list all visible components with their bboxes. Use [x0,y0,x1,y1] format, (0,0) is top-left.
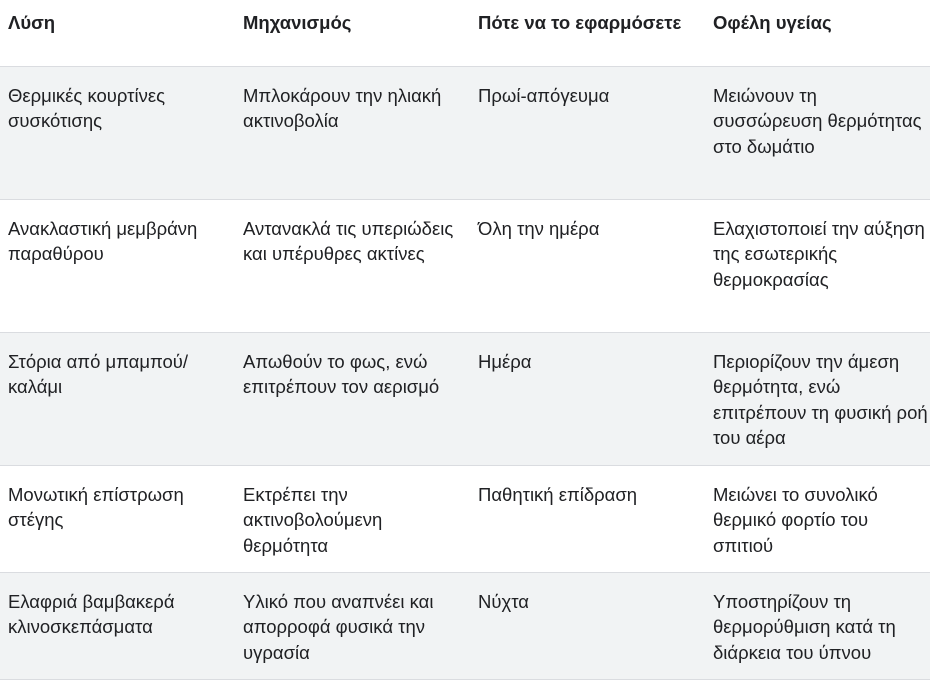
table-row [0,572,930,679]
table-row [0,332,930,465]
table-header-row [0,0,930,66]
cell-benefit: Μειώνουν τη συσσώρευση θερμότητας στο δωμάτιο [713,84,922,157]
cell-solution: Θερμικές κουρτίνες συσκότισης [8,84,166,132]
header-solution: Λύση [8,12,56,33]
cell-mechanism: Εκτρέπει την ακτινοβολούμενη θερμότητα [243,483,383,556]
cell-benefit: Υποστηρίζουν τη θερμορύθμιση κατά τη διάρκεια του ύπνου [713,590,896,663]
cell-when: Νύχτα [478,590,529,612]
cell-when: Ημέρα [478,350,532,372]
cell-when: Πρωί-απόγευμα [478,84,610,106]
table-row [0,199,930,332]
cell-solution: Ελαφριά βαμβακερά κλινοσκεπάσματα [8,590,175,638]
cell-benefit: Ελαχιστοποιεί την αύξηση της εσωτερικής θερμοκρασίας [713,217,925,290]
cell-mechanism: Αντανακλά τις υπεριώδεις και υπέρυθρες ακτίνες [243,217,454,265]
cell-benefit: Περιορίζουν την άμεση θερμότητα, ενώ επιτρέπουν τη φυσική ροή του αέρα [713,350,928,449]
cell-mechanism: Μπλοκάρουν την ηλιακή ακτινοβολία [243,84,442,132]
table-row [0,66,930,199]
header-health-benefits: Οφέλη υγείας [713,12,832,33]
header-mechanism: Μηχανισμός [243,12,352,33]
cell-solution: Μονωτική επίστρωση στέγης [8,483,184,531]
cell-mechanism: Υλικό που αναπνέει και απορροφά φυσικά την υγρασία [243,590,434,663]
cell-when: Παθητική επίδραση [478,483,638,505]
table-row [0,465,930,572]
header-when-to-apply: Πότε να το εφαρμόσετε [478,12,682,33]
cell-benefit: Μειώνει το συνολικό θερμικό φορτίο του σπιτιού [713,483,878,556]
cell-mechanism: Απωθούν το φως, ενώ επιτρέπουν τον αερισμό [243,350,440,398]
cell-when: Όλη την ημέρα [478,217,600,239]
cell-solution: Ανακλαστική μεμβράνη παραθύρου [8,217,198,265]
cell-solution: Στόρια από μπαμπού/καλάμι [8,350,189,398]
